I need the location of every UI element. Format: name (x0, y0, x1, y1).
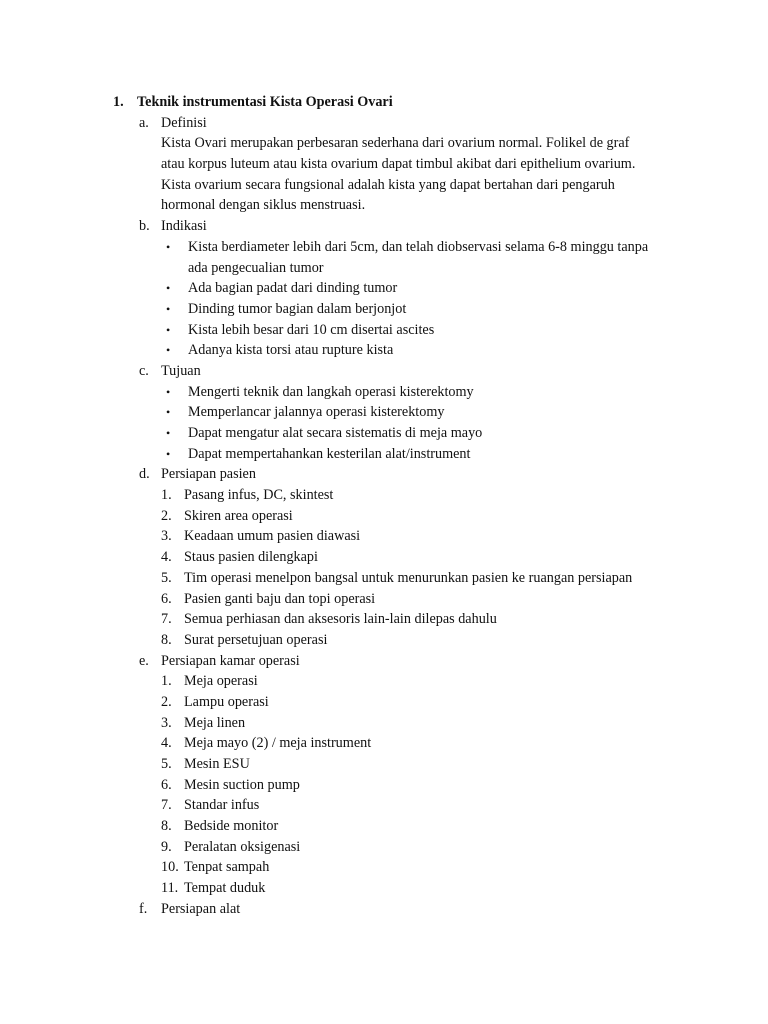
bullet-icon: • (166, 405, 171, 420)
numbered-item (0, 795, 768, 816)
numbered-item (0, 589, 768, 610)
item-text: Tenpat sampah (184, 859, 270, 876)
bullet-item (0, 237, 768, 258)
item-number: 10. (161, 859, 179, 876)
item-number: 2. (161, 693, 172, 710)
item-text: Meja linen (184, 714, 246, 731)
numbered-item (0, 506, 768, 527)
section-title: Definisi (161, 114, 207, 131)
numbered-item (0, 754, 768, 775)
item-text: Peralatan oksigenasi (184, 838, 301, 855)
section-letter: d. (139, 466, 150, 483)
section-heading (0, 651, 768, 672)
item-number: 1. (161, 673, 172, 690)
item-text: Skiren area operasi (184, 507, 293, 524)
paragraph-line (0, 175, 768, 196)
item-number: 7. (161, 797, 172, 814)
item-text: Lampu operasi (184, 693, 269, 710)
numbered-item (0, 547, 768, 568)
item-number: 7. (161, 611, 172, 628)
item-number: 1. (161, 487, 172, 504)
item-number: 4. (161, 549, 172, 566)
paragraph-text: hormonal dengan siklus menstruasi. (161, 197, 366, 214)
section-heading (0, 464, 768, 485)
section-letter: e. (139, 652, 149, 669)
paragraph-line (0, 195, 768, 216)
bullet-icon: • (166, 446, 171, 461)
section-letter: a. (139, 114, 149, 131)
bullet-item (0, 444, 768, 465)
section-heading (0, 113, 768, 134)
bullet-text: Dinding tumor bagian dalam berjonjot (188, 300, 407, 317)
numbered-item (0, 816, 768, 837)
bullet-item (0, 258, 768, 279)
item-text: Tim operasi menelpon bangsal untuk menurunkan pasien ke ruangan persiapan (184, 569, 633, 586)
item-number: 4. (161, 735, 172, 752)
paragraph-line (0, 154, 768, 175)
section-letter: f. (139, 900, 148, 917)
item-number: 8. (161, 631, 172, 648)
bullet-text: Memperlancar jalannya operasi kisterektomy (188, 404, 445, 421)
bullet-icon: • (166, 343, 171, 358)
item-text: Standar infus (184, 797, 260, 814)
bullet-text: Mengerti teknik dan langkah operasi kisterektomy (188, 383, 474, 400)
item-text: Tempat duduk (184, 880, 266, 897)
bullet-item (0, 402, 768, 423)
bullet-text: Kista lebih besar dari 10 cm disertai ascites (188, 321, 435, 338)
item-text: Meja operasi (184, 673, 258, 690)
item-text: Pasien ganti baju dan topi operasi (184, 590, 376, 607)
heading-number: 1. (113, 94, 124, 110)
item-number: 8. (161, 818, 172, 835)
heading-title: Teknik instrumentasi Kista Operasi Ovari (137, 94, 393, 110)
bullet-text: ada pengecualian tumor (188, 259, 324, 276)
item-number: 9. (161, 838, 172, 855)
numbered-item (0, 692, 768, 713)
item-text: Meja mayo (2) / meja instrument (184, 735, 372, 752)
item-number: 5. (161, 569, 172, 586)
section-title: Tujuan (161, 362, 201, 379)
bullet-text: Dapat mempertahankan kesterilan alat/instrument (188, 445, 471, 462)
item-text: Semua perhiasan dan aksesoris lain-lain dilepas dahulu (184, 611, 497, 628)
numbered-item (0, 837, 768, 858)
document-content (0, 92, 768, 920)
bullet-icon: • (166, 239, 171, 254)
section-letter: c. (139, 362, 149, 379)
item-number: 3. (161, 714, 172, 731)
paragraph-text: atau korpus luteum atau kista ovarium dapat timbul akibat dari epithelium ovarium. (161, 156, 636, 173)
numbered-item (0, 857, 768, 878)
numbered-item (0, 878, 768, 899)
numbered-item (0, 733, 768, 754)
bullet-item (0, 299, 768, 320)
item-text: Mesin suction pump (184, 776, 300, 793)
item-number: 2. (161, 507, 172, 524)
item-number: 3. (161, 528, 172, 545)
bullet-icon: • (166, 426, 171, 440)
heading-row (0, 92, 768, 113)
numbered-item (0, 485, 768, 506)
bullet-item (0, 340, 768, 361)
paragraph-line (0, 133, 768, 154)
section-title: Persiapan kamar operasi (161, 652, 300, 669)
bullet-text: Dapat mengatur alat secara sistematis di meja mayo (188, 425, 483, 441)
bullet-icon: • (166, 301, 171, 316)
numbered-item (0, 609, 768, 630)
section-heading (0, 361, 768, 382)
section-title: Indikasi (161, 218, 207, 235)
bullet-text: Ada bagian padat dari dinding tumor (188, 280, 398, 297)
numbered-item (0, 713, 768, 734)
numbered-item (0, 526, 768, 547)
item-text: Bedside monitor (184, 818, 279, 835)
item-number: 6. (161, 590, 172, 607)
item-text: Staus pasien dilengkapi (184, 549, 318, 566)
item-number: 5. (161, 756, 172, 772)
bullet-item (0, 320, 768, 341)
section-heading (0, 899, 768, 920)
paragraph-text: Kista ovarium secara fungsional adalah kista yang dapat bertahan dari pengaruh (161, 176, 615, 193)
item-number: 11. (161, 880, 179, 897)
numbered-item (0, 671, 768, 692)
bullet-icon: • (166, 281, 171, 296)
item-text: Keadaan umum pasien diawasi (184, 528, 361, 545)
section-heading (0, 216, 768, 237)
item-text: Pasang infus, DC, skintest (184, 487, 334, 504)
numbered-item (0, 568, 768, 589)
bullet-text: Adanya kista torsi atau rupture kista (188, 342, 394, 359)
item-text: Mesin ESU (184, 756, 250, 772)
section-title: Persiapan alat (161, 900, 241, 917)
item-text: Surat persetujuan operasi (184, 631, 328, 648)
section-title: Persiapan pasien (161, 466, 256, 483)
bullet-icon: • (166, 322, 171, 337)
numbered-item (0, 775, 768, 796)
paragraph-text: Kista Ovari merupakan perbesaran sederhana dari ovarium normal. Folikel de graf (161, 135, 630, 152)
item-number: 6. (161, 776, 172, 793)
bullet-item (0, 382, 768, 403)
section-letter: b. (139, 218, 150, 235)
bullet-item (0, 423, 768, 444)
bullet-text: Kista berdiameter lebih dari 5cm, dan telah diobservasi selama 6-8 minggu tanpa (188, 238, 649, 255)
bullet-item (0, 278, 768, 299)
numbered-item (0, 630, 768, 651)
bullet-icon: • (166, 384, 171, 399)
